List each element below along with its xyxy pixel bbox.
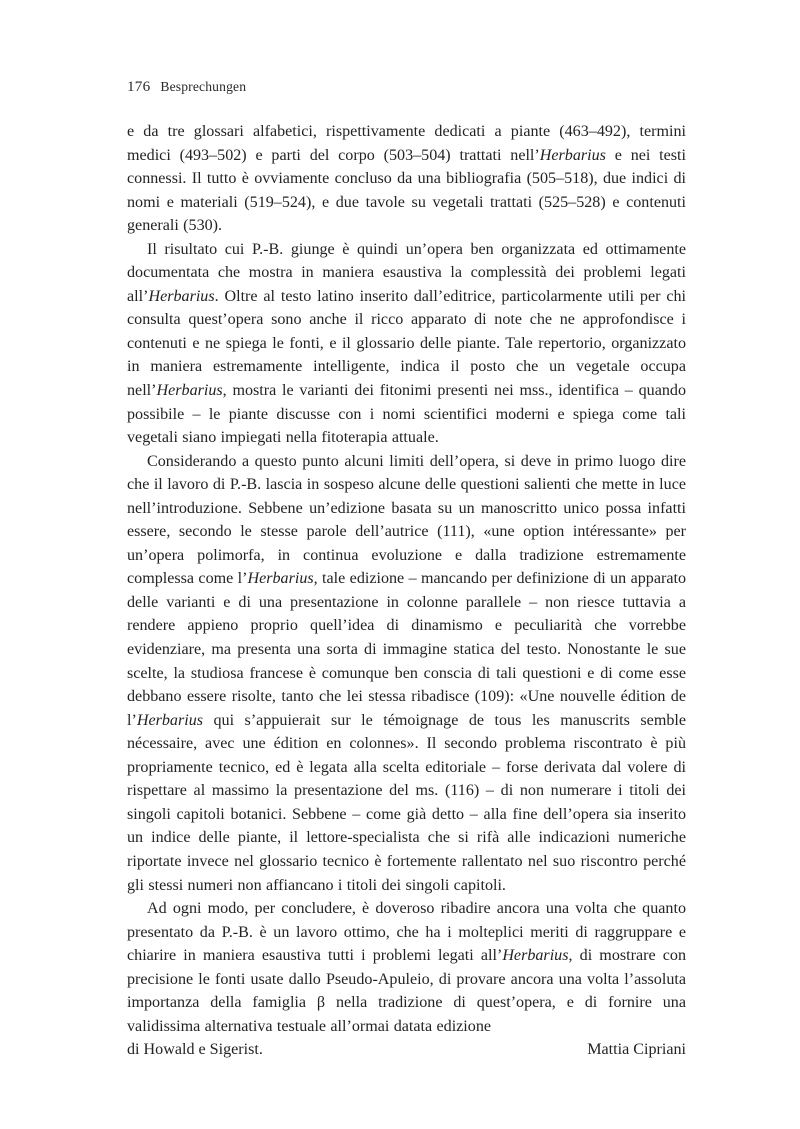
text-run: Ad ogni modo, per concludere, è doveroso ribadire ancora una volta che quanto presentato da P.-B. è un lavoro ottimo, che ha i molteplici meriti di raggruppare e chiarire in maniera esaustiva tutti i problemi legati all’ [127,900,686,965]
closing-line [127,1038,686,1062]
paragraph [127,238,686,450]
text-run: . Oltre al testo latino inserito dall’editrice, particolarmente utili per chi consulta quest’opera sono anche il ricco apparato di note che ne approfondisce i contenuti e ne spiega le fonti, e il glossario delle piante. Tale repertorio, organizzato in maniera estremamente intelligente, indica il posto che un vegetale occupa nell’ [127,287,686,400]
italic-title: Herbarius [156,382,223,400]
closing-text: di Howald e Sigerist. [127,1041,263,1059]
text-run: qui s’appuierait sur le témoignage de tous les manuscrits semble nécessaire, avec une édition en colonnes». Il secondo problema riscontrato è più propriamente tecnico, ed è legata alla scelta editoriale – forse derivata dal volere di rispettare al massimo la presentazione del ms. (116) – di non numerare i titoli dei singoli capitoli botanici. Sebbene – come già detto – alla fine dell’opera sia inserito un indice delle piante, il lettore-specialista che si rifà alle indicazioni numeriche riportate invece nel glossario tecnico è fortemente rallentato nel suo riscontro perché gli stessi numeri non affiancano i titoli dei singoli capitoli. [127,711,686,894]
page-folio-number: 176 [127,78,151,95]
italic-title: Herbarius [247,570,314,588]
running-head-title: Besprechungen [160,79,247,94]
italic-title: Herbarius [148,287,215,305]
text-run: , di mostrare con precisione le fonti usate dallo Pseudo-Apuleio, di provare ancora una volta l’assoluta importanza della famiglia β nella tradizione di quest’opera, e di fornire una validissima alternativa testuale all’ormai datata edizione [127,947,686,1035]
paragraph [127,120,686,238]
text-run: , tale edizione – mancando per definizione di un apparato delle varianti e di una presentazione in colonne parallele – non riesce tuttavia a rendere appieno proprio quell’idea di dinamismo e peculiarità che vorrebbe evidenziare, ma presenta una sorta di immagine statica del testo. Nonostante le sue scelte, la studiosa francese è comunque ben conscia di tali questioni e di come esse debbano essere risolte, tanto che lei stessa ribadisce (109): «Une nouvelle édition de l’ [127,570,686,729]
paragraph [127,450,686,897]
running-head [127,78,686,96]
text-run: Il risultato cui P.-B. giunge è quindi un’opera ben organizzata ed ottimamente documentata che mostra in maniera esaustiva la complessità dei problemi legati all’ [127,240,686,305]
text-run: , mostra le varianti dei fitonimi presenti nei mss., identifica – quando possibile – le piante discusse con i nomi scientifici moderni e spiega come tali vegetali siano impiegati nella fitoterapia attuale. [127,382,686,447]
paragraph-final [127,897,686,1038]
text-run: e nei testi connessi. Il tutto è ovviamente concluso da una bibliografia (505–518), due indici di nomi e materiali (519–524), e due tavole su vegetali trattati (525–528) e contenuti generali (530). [127,146,686,235]
text-run: Considerando a questo punto alcuni limiti dell’opera, si deve in primo luogo dire che il lavoro di P.-B. lascia in sospeso alcune delle questioni salienti che mette in luce nell’introduzione. Sebbene un’edizione basata su un manoscritto unico possa infatti essere, secondo le stesse parole dell’autrice (111), «une option intéressante» per un’opera polimorfa, in continua evoluzione e dalla tradizione estremamente complessa come l’ [127,452,686,588]
body-text-block [127,120,686,1062]
italic-title: Herbarius [136,711,204,729]
text-run: e da tre glossari alfabetici, rispettivamente dedicati a piante (463–492), termini medici (493–502) e parti del corpo (503–504) trattati nell’ [127,123,686,164]
italic-title: Herbarius [539,146,606,164]
author-signature: Mattia Cipriani [587,1041,686,1059]
italic-title: Herbarius [502,947,569,965]
